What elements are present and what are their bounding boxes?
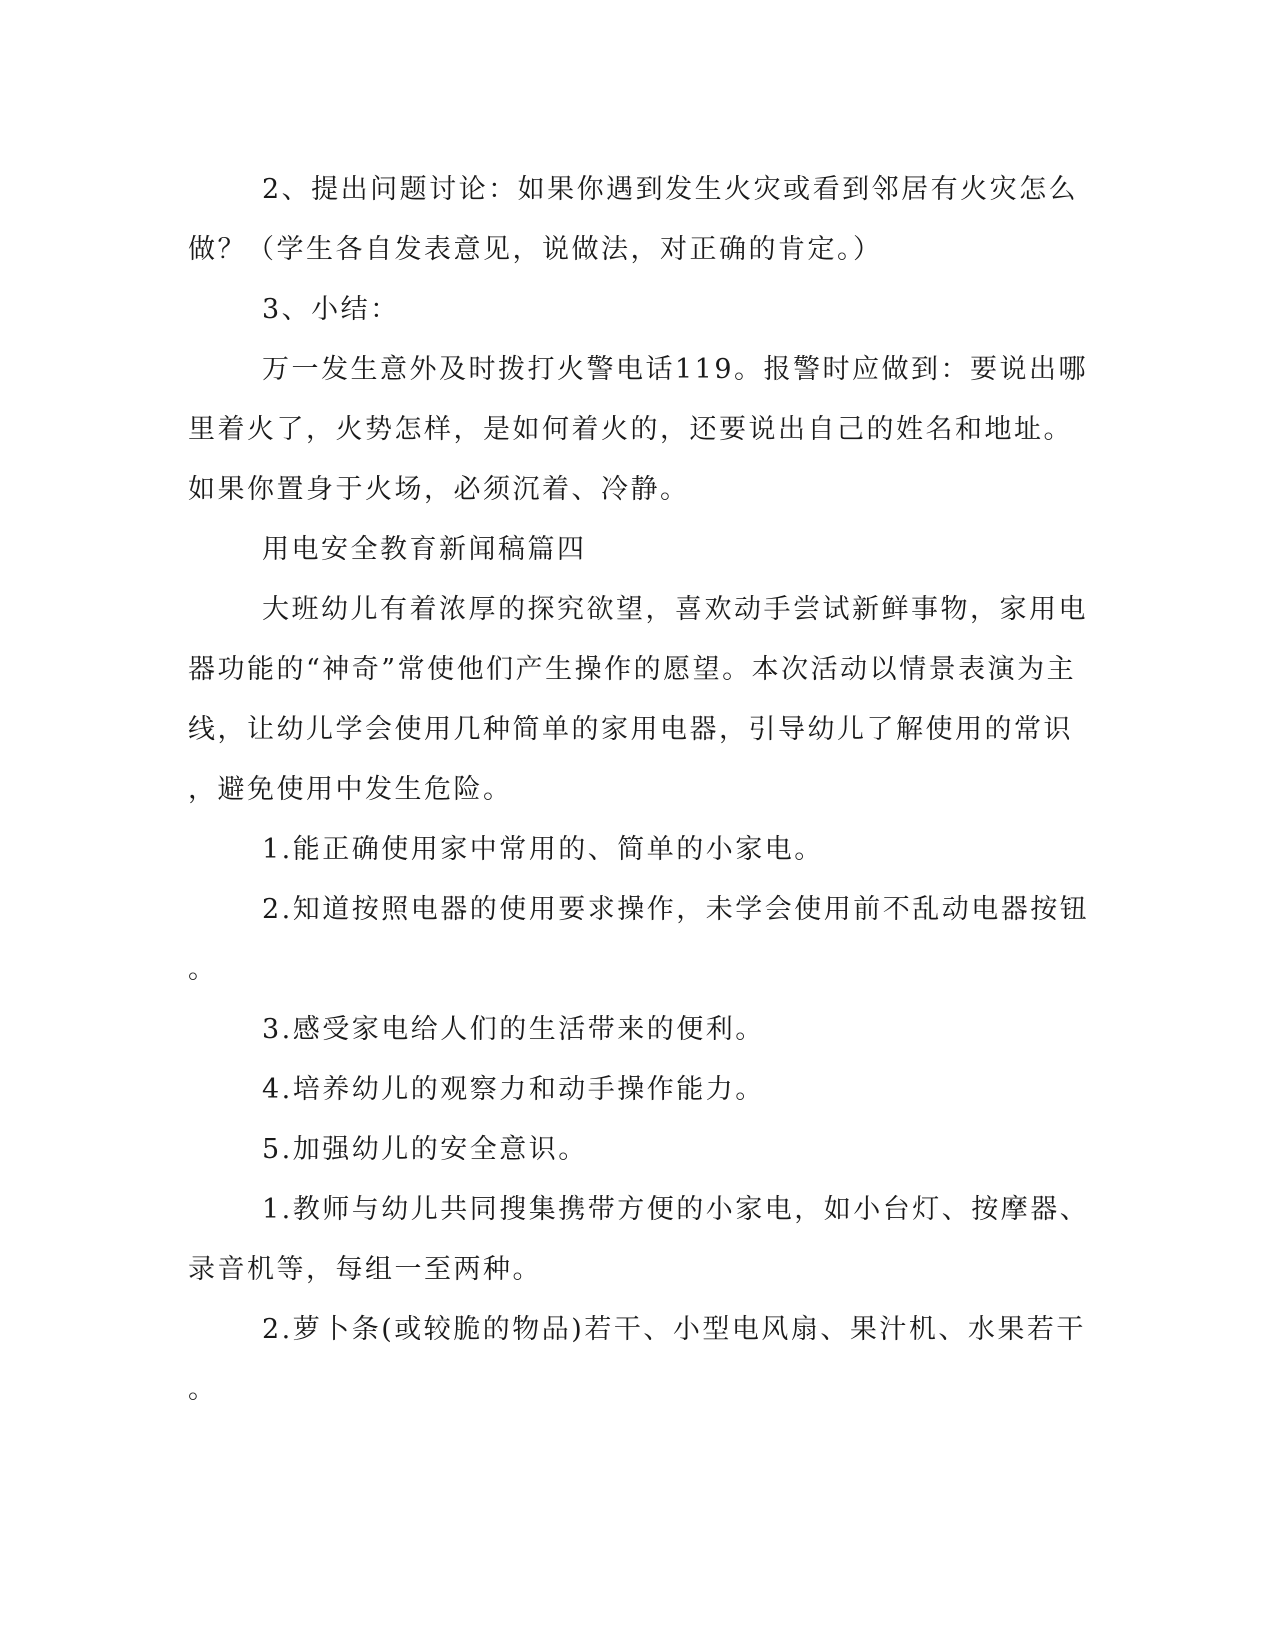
list-item: 4.培养幼儿的观察力和动手操作能力。 <box>262 1074 765 1105</box>
text-line: 2、提出问题讨论：如果你遇到发生火灾或看到邻居有火灾怎么 <box>262 174 1079 205</box>
text-line: 大班幼儿有着浓厚的探究欲望，喜欢动手尝试新鲜事物，家用电 <box>262 594 1088 625</box>
list-item: 5.加强幼儿的安全意识。 <box>262 1134 588 1165</box>
list-item: 1.能正确使用家中常用的、简单的小家电。 <box>262 834 824 865</box>
text-line: 。 <box>188 954 218 985</box>
text-line: 器功能的“神奇”常使他们产生操作的愿望。本次活动以情景表演为主 <box>188 654 1077 685</box>
list-item: 2.知道按照电器的使用要求操作，未学会使用前不乱动电器按钮 <box>262 894 1090 925</box>
text-line: 如果你置身于火场，必须沉着、冷静。 <box>188 474 690 505</box>
text-line: ，避免使用中发生危险。 <box>188 774 513 805</box>
text-line: 3、小结： <box>262 294 400 325</box>
text-line: 录音机等，每组一至两种。 <box>188 1254 542 1285</box>
text-line: 。 <box>188 1374 218 1405</box>
text-line: 里着火了，火势怎样，是如何着火的，还要说出自己的姓名和地址。 <box>188 414 1073 445</box>
list-item: 2.萝卜条(或较脆的物品)若干、小型电风扇、果汁机、水果若干 <box>262 1314 1086 1345</box>
section-heading: 用电安全教育新闻稿篇四 <box>262 534 587 565</box>
document-body <box>188 160 1090 1420</box>
list-item: 3.感受家电给人们的生活带来的便利。 <box>262 1014 765 1045</box>
list-item: 1.教师与幼儿共同搜集携带方便的小家电，如小台灯、按摩器、 <box>262 1194 1090 1225</box>
text-line: 线，让幼儿学会使用几种简单的家用电器，引导幼儿了解使用的常识 <box>188 714 1073 745</box>
text-line: 做？（学生各自发表意见，说做法，对正确的肯定。） <box>188 234 883 265</box>
text-line: 万一发生意外及时拨打火警电话119。报警时应做到：要说出哪 <box>262 354 1089 385</box>
